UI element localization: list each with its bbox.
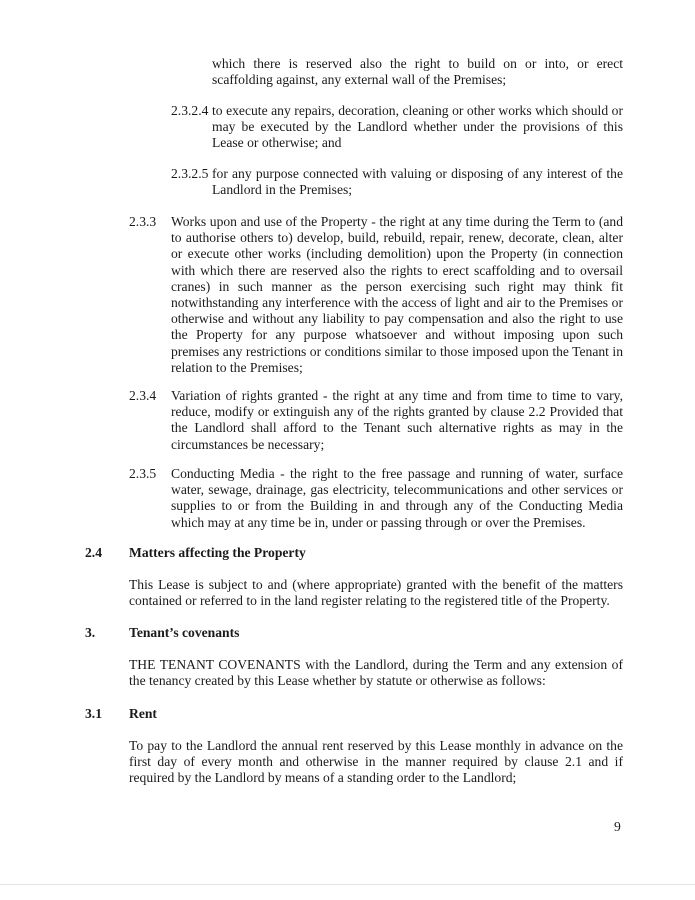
section-number-3-1: 3.1 [85, 706, 102, 721]
section-number-3: 3. [85, 625, 96, 640]
clause-text-2-3-5: Conducting Media - the right to the free passage and running of water, surface water, sewage, drainage, gas electricity, telecommunications and other services or supplies to or from the Building in and through any of the Conducting Media which may at any time be in, under or passing through or over the Premises. [171, 466, 623, 530]
section-title-3: Tenant’s covenants [129, 625, 240, 640]
clause-text-2-3-3: Works upon and use of the Property - the right at any time during the Term to (and to authorise others to) develop, build, rebuild, repair, renew, decorate, clean, alter or execute other works (including demolition) upon the Property (in connection with which there are reserved also the rights to erect scaffolding and to oversail cranes) in such manner as the person exercising such right may think fit notwithstanding any interference with the access of light and air to the Premises or otherwise and without any liability to pay compensation and also the right to use the Property for any purpose whatsoever and without imposing upon such premises any restrictions or conditions similar to those imposed upon the Tenant in relation to the Premises; [171, 214, 623, 375]
clause-number-2-3-4: 2.3.4 [129, 388, 157, 403]
section-text-3-1: To pay to the Landlord the annual rent reserved by this Lease monthly in advance on the first day of every month and otherwise in the manner required by clause 2.1 and if required by the Landlord by means of a standing order to the Landlord; [129, 738, 623, 786]
clause-text-2-3-4: Variation of rights granted - the right at any time and from time to time to vary, reduce, modify or extinguish any of the rights granted by clause 2.2 Provided that the Landlord shall afford to the Tenant such alternative rights as may in the circumstances be necessary; [171, 388, 623, 452]
clause-number-2-3-5: 2.3.5 [129, 466, 157, 481]
section-title-3-1: Rent [129, 706, 157, 721]
page-number: 9 [614, 819, 621, 834]
page-bottom-divider [0, 884, 695, 885]
clause-text-2-3-2-5: for any purpose connected with valuing or disposing of any interest of the Landlord in the Premises; [212, 166, 623, 198]
section-text-3: THE TENANT COVENANTS with the Landlord, during the Term and any extension of the tenancy created by this Lease whether by statute or otherwise as follows: [129, 657, 623, 689]
clause-number-2-3-2-5: 2.3.2.5 [171, 166, 209, 181]
continuation-paragraph: which there is reserved also the right to build on or into, or erect scaffolding against, any external wall of the Premises; [212, 56, 623, 88]
section-number-2-4: 2.4 [85, 545, 102, 560]
clause-number-2-3-2-4: 2.3.2.4 [171, 103, 209, 118]
clause-number-2-3-3: 2.3.3 [129, 214, 157, 229]
section-title-2-4: Matters affecting the Property [129, 545, 306, 560]
section-text-2-4: This Lease is subject to and (where appropriate) granted with the benefit of the matters contained or referred to in the land register relating to the registered title of the Property. [129, 577, 623, 609]
clause-text-2-3-2-4: to execute any repairs, decoration, cleaning or other works which should or may be executed by the Landlord whether under the provisions of this Lease or otherwise; and [212, 103, 623, 151]
